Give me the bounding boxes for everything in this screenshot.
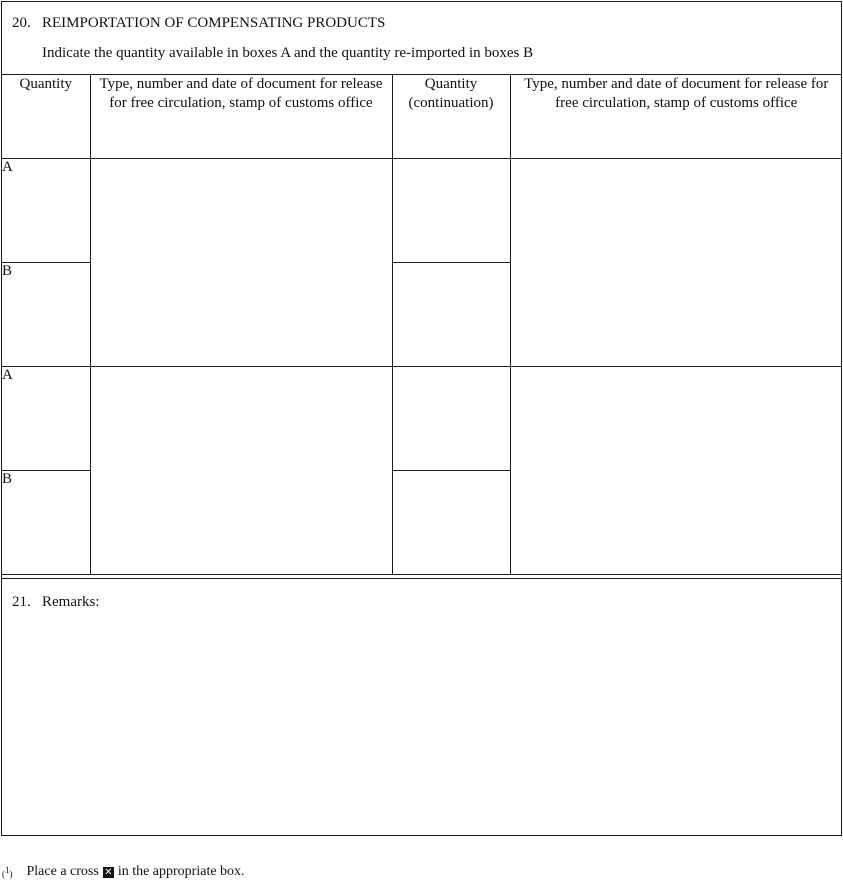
header-document: Type, number and date of document for release for free circulation, stamp of customs office [90,75,392,158]
table-row [2,366,842,470]
checked-box-icon: ✕ [104,866,113,878]
header-quantity-continuation: Quantity (continuation) [392,75,510,158]
document-continuation-cell[interactable] [510,366,842,574]
section-20-number: 20. [12,15,31,31]
document-cell[interactable] [90,158,392,366]
footnote-text-before: Place a cross [26,864,99,879]
footnote-marker: ($^1$) [2,865,13,879]
table-header-row [2,75,842,158]
quantity-continuation-cell[interactable] [392,262,510,366]
quantity-continuation-cell[interactable] [392,366,510,470]
section-21-remarks[interactable] [2,578,841,835]
quantity-cell-b[interactable]: B [2,262,90,366]
quantity-cell-b[interactable]: B [2,470,90,574]
document-continuation-cell[interactable] [510,158,842,366]
section-20-title: REIMPORTATION OF COMPENSATING PRODUCTS [42,15,386,31]
reimportation-table [2,75,842,575]
quantity-cell-a[interactable]: A [2,366,90,470]
quantity-continuation-cell[interactable] [392,470,510,574]
header-quantity: Quantity [2,75,90,158]
section-20-header [2,2,841,75]
reimportation-form [1,1,842,836]
quantity-continuation-cell[interactable] [392,158,510,262]
document-cell[interactable] [90,366,392,574]
footnote [2,864,245,880]
quantity-cell-a[interactable]: A [2,158,90,262]
header-document-continuation: Type, number and date of document for release for free circulation, stamp of customs office [510,75,842,158]
table-row [2,158,842,262]
footnote-text-after: in the appropriate box. [117,864,245,879]
section-21-number: 21. [12,594,31,610]
section-21-label: Remarks: [42,594,100,610]
section-20-instruction: Indicate the quantity available in boxes A and the quantity re-imported in boxes B [42,45,534,61]
